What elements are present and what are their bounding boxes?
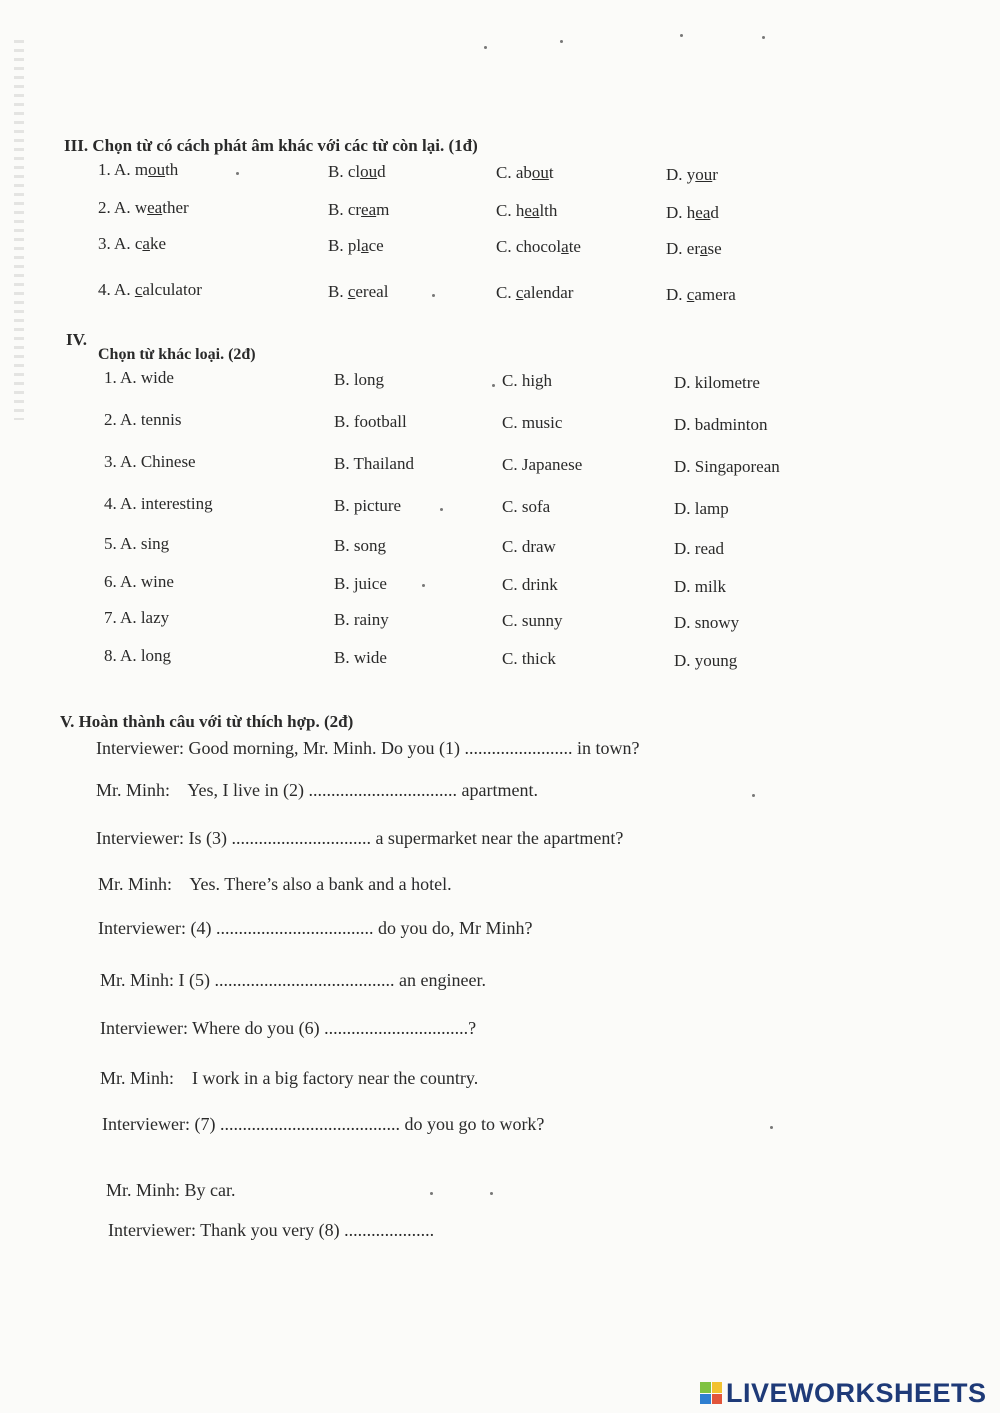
dialogue-line: Mr. Minh: Yes, I live in (2) ................................. apartment. <box>96 780 538 800</box>
section4-option: 5. A. sing <box>104 534 170 553</box>
underlined-sound: c <box>686 284 695 304</box>
section5-title: V. Hoàn thành câu với từ thích hợp. (2đ) <box>60 712 354 731</box>
option-text: th <box>165 160 179 179</box>
section4-option: C. high <box>502 371 553 390</box>
liveworksheets-logo <box>700 1377 987 1408</box>
dialogue-line: Mr. Minh: Yes. There’s also a bank and a hotel. <box>98 874 452 894</box>
section4-option: C. drink <box>502 575 558 594</box>
underlined-sound: c <box>134 280 143 299</box>
section4-option: D. badminton <box>674 414 768 434</box>
underlined-sound: ea <box>524 201 540 220</box>
underlined-sound: a <box>142 234 150 253</box>
dialogue-line: Mr. Minh: By car. <box>106 1180 236 1200</box>
option-text: ce <box>368 235 384 255</box>
option-text: ther <box>162 198 189 217</box>
underlined-sound: ou <box>148 160 166 179</box>
section3-option <box>666 203 719 223</box>
option-text: alculator <box>142 280 202 299</box>
section4-option: D. Singaporean <box>674 456 780 476</box>
option-text: m <box>376 199 390 219</box>
section3-option <box>666 239 722 259</box>
scan-edge-marks <box>14 40 24 420</box>
option-text: amera <box>694 284 736 304</box>
section4-option: B. Thailand <box>334 453 414 473</box>
section4-option: 8. A. long <box>104 646 172 665</box>
underlined-sound: a <box>699 238 708 258</box>
option-text: r <box>712 164 718 184</box>
dialogue-line: Interviewer: (7) ........................................ do you go to work? <box>102 1114 545 1134</box>
option-text: d <box>710 202 719 222</box>
section4-option: B. rainy <box>334 609 389 629</box>
section4-option: B. long <box>334 369 385 389</box>
section4-option: 1. A. wide <box>104 368 174 387</box>
option-text: 4. A. <box>98 280 135 299</box>
section4-option: D. read <box>674 538 725 558</box>
underlined-sound: ea <box>695 202 711 222</box>
section3-title: III. Chọn từ có cách phát âm khác với các từ còn lại. (1đ) <box>64 136 478 155</box>
section3-option <box>666 285 736 305</box>
option-text: d <box>377 161 386 181</box>
section3-option <box>328 236 384 256</box>
section4-option: B. picture <box>334 495 402 515</box>
section4-label: IV. <box>66 330 87 349</box>
underlined-sound: a <box>361 235 369 255</box>
dialogue-line: Interviewer: Is (3) ............................... a supermarket near the apartment? <box>96 828 624 848</box>
option-text: C. <box>496 283 516 302</box>
option-text: C. chocol <box>496 237 562 256</box>
option-text: D. <box>666 284 687 304</box>
section3-option <box>328 200 389 220</box>
section4-option: C. draw <box>502 537 556 556</box>
underlined-sound: ou <box>360 161 378 181</box>
option-text: D. h <box>666 202 696 222</box>
underlined-sound: ou <box>531 163 549 182</box>
underlined-sound: c <box>347 281 356 301</box>
option-text: 2. A. w <box>98 198 148 217</box>
dialogue-line: Mr. Minh: I work in a big factory near the country. <box>100 1068 479 1088</box>
section3-option <box>98 280 202 300</box>
section3-option <box>496 163 554 183</box>
section4-option: D. young <box>674 650 738 670</box>
section4-option: D. snowy <box>674 612 740 632</box>
option-text: B. cr <box>328 199 362 219</box>
section4-option: D. kilometre <box>674 372 760 392</box>
section4-option: 7. A. lazy <box>104 608 170 627</box>
option-text: ereal <box>355 281 389 301</box>
option-text: lth <box>539 201 558 220</box>
section4-option: B. wide <box>334 647 387 667</box>
dialogue-line: Interviewer: (4) ................................... do you do, Mr Minh? <box>98 918 533 938</box>
option-text: te <box>568 237 581 256</box>
logo-squares-icon <box>700 1382 722 1404</box>
section4-option: 3. A. Chinese <box>104 452 196 471</box>
dialogue-line: Interviewer: Good morning, Mr. Minh. Do you (1) ........................ in town? <box>96 738 640 758</box>
section3-option <box>496 237 581 257</box>
section3-option <box>496 283 573 303</box>
section4-option: C. Japanese <box>502 455 583 474</box>
section4-option: 2. A. tennis <box>104 410 182 429</box>
section4-option: C. thick <box>502 649 556 668</box>
section3-option <box>98 160 178 180</box>
option-text: D. er <box>666 238 700 258</box>
option-text: se <box>707 238 722 258</box>
section4-option: B. football <box>334 411 407 431</box>
option-text: B. cl <box>328 161 361 181</box>
option-text: ke <box>149 234 166 253</box>
section3-option <box>496 201 557 221</box>
option-text: t <box>548 163 554 182</box>
option-text: C. h <box>496 201 525 220</box>
section4-option: C. music <box>502 413 563 432</box>
underlined-sound: ea <box>361 199 377 219</box>
section4-option: B. juice <box>334 573 387 593</box>
section3-option <box>98 198 189 218</box>
section4-title: Chọn từ khác loại. (2đ) <box>98 346 256 363</box>
underlined-sound: ou <box>695 164 713 184</box>
section4-option: B. song <box>334 535 386 555</box>
option-text: D. y <box>666 164 696 184</box>
option-text: 3. A. c <box>98 234 143 253</box>
section3-option <box>666 165 718 185</box>
section4-option: C. sofa <box>502 497 551 516</box>
option-text: C. ab <box>496 163 532 182</box>
dialogue-line: Interviewer: Where do you (6) ................................? <box>100 1018 477 1038</box>
section4-option: D. milk <box>674 576 726 596</box>
underlined-sound: c <box>515 283 524 302</box>
option-text: 1. A. m <box>98 160 149 179</box>
section4-option: 4. A. interesting <box>104 494 213 513</box>
section3-option <box>328 162 386 182</box>
underlined-sound: ea <box>147 198 163 217</box>
section3-option <box>328 282 388 302</box>
section3-option <box>98 234 166 254</box>
dialogue-line: Interviewer: Thank you very (8) .................... <box>108 1220 435 1240</box>
dialogue-line: Mr. Minh: I (5) ........................................ an engineer. <box>100 970 486 990</box>
section4-option: 6. A. wine <box>104 572 174 591</box>
option-text: alendar <box>523 283 574 302</box>
option-text: B. pl <box>328 235 362 255</box>
option-text: B. <box>328 281 348 301</box>
logo-text: LIVEWORKSHEETS <box>726 1377 987 1408</box>
section4-option: D. lamp <box>674 498 729 518</box>
underlined-sound: a <box>561 237 569 256</box>
section4-option: C. sunny <box>502 611 563 630</box>
